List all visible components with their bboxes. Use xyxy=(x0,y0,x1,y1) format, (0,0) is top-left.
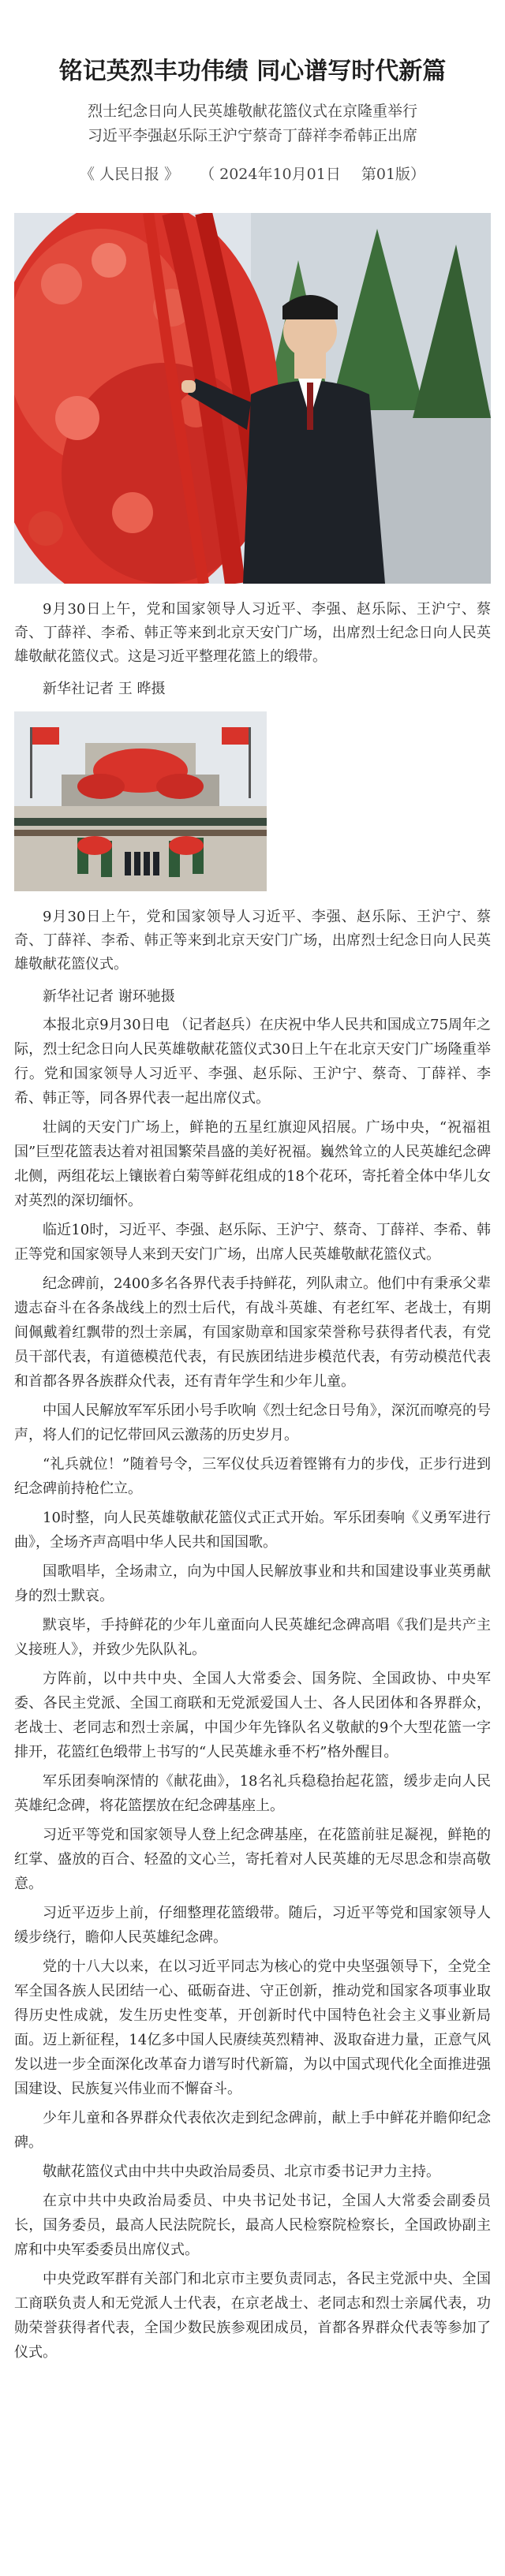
body-paragraph: 少年儿童和各界群众代表依次走到纪念碑前，献上手中鲜花并瞻仰纪念碑。 xyxy=(14,2110,491,2151)
body-paragraph: 临近10时，习近平、李强、赵乐际、王沪宁、蔡奇、丁薛祥、李希、韩正等党和国家领导人来到天安门广场，出席人民英雄敬献花篮仪式。 xyxy=(14,1222,491,1263)
photo-flower-basket xyxy=(14,213,491,584)
source-paper: 《 人民日报 》 xyxy=(79,166,180,183)
body-paragraph: 敬献花篮仪式由中共中央政治局委员、北京市委书记尹力主持。 xyxy=(43,2163,440,2180)
photo2-caption: 9月30日上午，党和国家领导人习近平、李强、赵乐际、王沪宁、蔡奇、丁薛祥、李希、韩正等来到北京天安门广场，出席烈士纪念日向人民英雄敬献花篮仪式。 xyxy=(14,909,491,973)
body-paragraph: 军乐团奏响深情的《献花曲》，18名礼兵稳稳抬起花篮，缓步走向人民英雄纪念碑，将花篮摆放在纪念碑基座上。 xyxy=(14,1773,491,1814)
article-source xyxy=(14,162,491,186)
body-paragraph: 习近平等党和国家领导人登上纪念碑基座，在花篮前驻足凝视，鲜艳的红掌、盛放的百合、轻盈的文心兰，寄托着对人民英雄的无尽思念和崇高敬意。 xyxy=(14,1827,491,1892)
source-page: 第01版） xyxy=(361,166,426,183)
body-paragraph: 10时整，向人民英雄敬献花篮仪式正式开始。军乐团奏响《义勇军进行曲》，全场齐声高唱中华人民共和国国歌。 xyxy=(14,1510,491,1551)
photo1-credit: 新华社记者 王 晔摄 xyxy=(43,681,166,697)
photo1-caption: 9月30日上午，党和国家领导人习近平、李强、赵乐际、王沪宁、蔡奇、丁薛祥、李希、韩正等来到北京天安门广场，出席烈士纪念日向人民英雄敬献花篮仪式。这是习近平整理花篮上的缎带。 xyxy=(14,601,491,665)
body-paragraph: 在京中共中央政治局委员、中央书记处书记，全国人大常委会副委员长，国务委员，最高人民法院院长，最高人民检察院检察长，全国政协副主席和中央军委委员出席仪式。 xyxy=(14,2193,491,2258)
body-paragraph: 习近平迈步上前，仔细整理花篮缎带。随后，习近平等党和国家领导人缓步绕行，瞻仰人民英雄纪念碑。 xyxy=(14,1905,491,1946)
body-paragraph: 国歌唱毕，全场肃立，向为中国人民解放事业和共和国建设事业英勇献身的烈士默哀。 xyxy=(14,1563,491,1604)
article-body xyxy=(14,1013,491,2365)
body-paragraph: 中国人民解放军军乐团小号手吹响《烈士纪念日号角》，深沉而嘹亮的号声，将人们的记忆带回风云激荡的历史岁月。 xyxy=(14,1402,491,1443)
subtitle-line-2: 习近平李强赵乐际王沪宁蔡奇丁薛祥李希韩正出席 xyxy=(87,127,417,144)
body-paragraph: 默哀毕，手持鲜花的少年儿童面向人民英雄纪念碑高唱《我们是共产主义接班人》，并致少先队队礼。 xyxy=(14,1617,491,1658)
body-paragraph: 本报北京9月30日电 （记者赵兵）在庆祝中华人民共和国成立75周年之际，烈士纪念日向人民英雄敬献花篮仪式30日上午在北京天安门广场隆重举行。党和国家领导人习近平、李强、赵乐际、王沪宁、蔡奇、丁薛祥、李希、韩正等，同各界代表一起出席仪式。 xyxy=(14,1017,491,1107)
subtitle-line-1: 烈士纪念日向人民英雄敬献花篮仪式在京隆重举行 xyxy=(87,103,417,120)
photo-ceremony-overview xyxy=(14,711,267,891)
body-paragraph: 中央党政军群有关部门和北京市主要负责同志，各民主党派中央、全国工商联负责人和无党派人士代表，在京老战士、老同志和烈士亲属代表，功勋荣誉获得者代表，全国少数民族参观团成员，首都各界群众代表等参加了仪式。 xyxy=(14,2271,491,2361)
body-paragraph: 党的十八大以来，在以习近平同志为核心的党中央坚强领导下，全党全军全国各族人民团结一心、砥砺奋进、守正创新，推动党和国家各项事业取得历史性成就，发生历史性变革，开创新时代中国特色社会主义事业新局面。迈上新征程，14亿多中国人民赓续英烈精神、汲取奋进力量，正意气风发以进一步全面深化改革奋力谱写时代新篇，为以中国式现代化全面推进强国建设、民族复兴伟业而不懈奋斗。 xyxy=(14,1958,491,2097)
body-paragraph: 壮阔的天安门广场上，鲜艳的五星红旗迎风招展。广场中央，“祝福祖国”巨型花篮表达着对祖国繁荣昌盛的美好祝福。巍然耸立的人民英雄纪念碑北侧，两组花坛上镶嵌着白菊等鲜花组成的18个花环，寄托着全体中华儿女对英烈的深切缅怀。 xyxy=(14,1119,491,1209)
source-date: （ 2024年10月01日 xyxy=(200,166,341,183)
article-title: 铭记英烈丰功伟绩 同心谱写时代新篇 xyxy=(58,58,447,85)
body-paragraph: “礼兵就位！”随着号令，三军仪仗兵迈着铿锵有力的步伐，正步行进到纪念碑前持枪伫立。 xyxy=(14,1456,491,1497)
photo2-credit: 新华社记者 谢环驰摄 xyxy=(43,988,175,1005)
article-subtitle xyxy=(14,99,491,148)
body-paragraph: 方阵前，以中共中央、全国人大常委会、国务院、全国政协、中央军委、各民主党派、全国工商联和无党派爱国人士、各人民团体和各界群众，老战士、老同志和烈士亲属，中国少年先锋队名义敬献的9个大型花篮一字排开，花篮红色缎带上书写的“人民英雄永垂不朽”格外醒目。 xyxy=(14,1671,491,1760)
body-paragraph: 纪念碑前，2400多名各界代表手持鲜花，列队肃立。他们中有秉承父辈遗志奋斗在各条战线上的烈士后代，有战斗英雄、有老红军、老战士，有期间佩戴着红飘带的烈士亲属，有国家勋章和国家荣誉称号获得者代表，有党员干部代表，有道德模范代表，有民族团结进步模范代表，有劳动模范代表和首都各界各族群众代表，还有青年学生和少年儿童。 xyxy=(14,1275,491,1390)
